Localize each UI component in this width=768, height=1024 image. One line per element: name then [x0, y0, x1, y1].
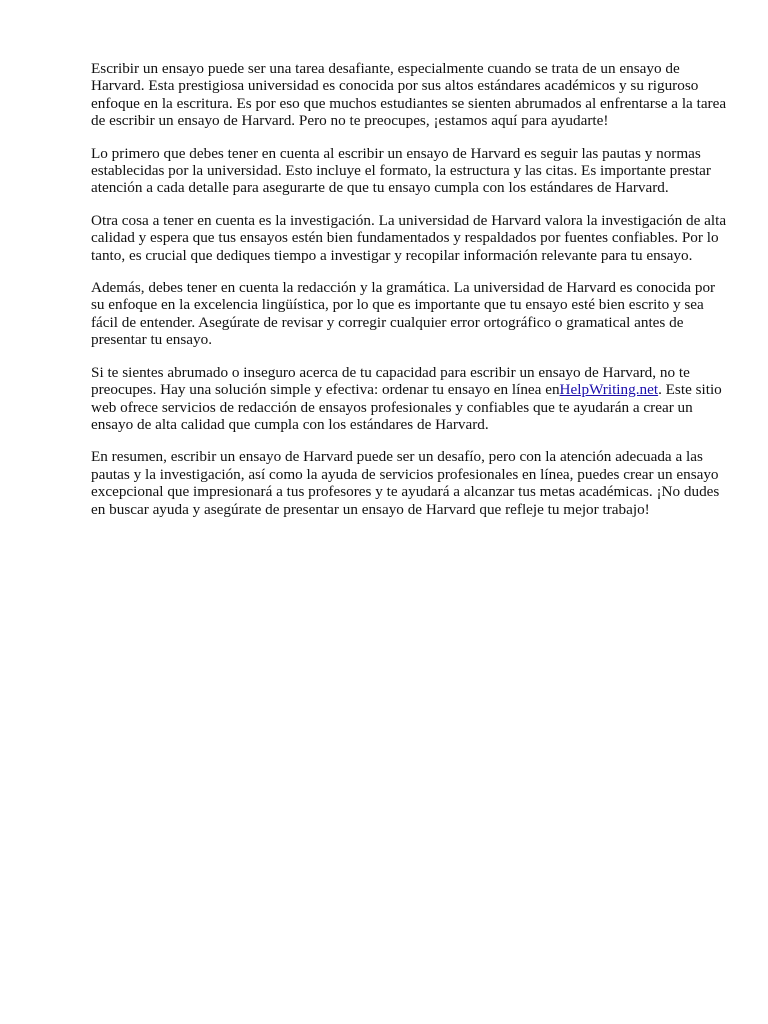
helpwriting-link[interactable]: HelpWriting.net [559, 381, 659, 399]
paragraph-intro: Escribir un ensayo puede ser una tarea desafiante, especialmente cuando se trata de un ensayo de Harvard. Esta prestigiosa universidad es conocida por sus altos estándares académicos y su riguroso enfoque en la escritura. Es por eso que muchos estudiantes se sienten abrumados al enfrentarse a la tarea de escribir un ensayo de Harvard. Pero no te preocupes, ¡estamos aquí para ayudarte! [91, 60, 727, 130]
paragraph-help-text-before: Si te sientes abrumado o inseguro acerca de tu capacidad para escribir un ensayo de Harvard, no te preocupes. Hay una solución simple y efectiva: ordenar tu ensayo en línea en [91, 363, 690, 399]
paragraph-research: Otra cosa a tener en cuenta es la investigación. La universidad de Harvard valora la investigación de alta calidad y espera que tus ensayos estén bien fundamentados y respaldados por fuentes confiables. Por lo tanto, es crucial que dediques tiempo a investigar y recopilar información relevante para tu ensayo. [91, 211, 727, 264]
paragraph-help [91, 364, 731, 434]
paragraph-conclusion: En resumen, escribir un ensayo de Harvard puede ser un desafío, pero con la atención adecuada a las pautas y la investigación, así como la ayuda de servicios profesionales en línea, puedes crear un ensayo excepcional que impresionará a tus profesores y te ayudará a alcanzar tus metas académicas. ¡No dudes en buscar ayuda y asegúrate de presentar un ensayo de Harvard que refleje tu mejor trabajo! [91, 448, 720, 518]
paragraph-grammar: Además, debes tener en cuenta la redacción y la gramática. La universidad de Harvard es conocida por su enfoque en la excelencia lingüística, por lo que es importante que tu ensayo esté bien escrito y sea fácil de entender. Asegúrate de revisar y corregir cualquier error ortográfico o gramatical antes de presentar tu ensayo. [91, 279, 716, 349]
paragraph-guidelines: Lo primero que debes tener en cuenta al escribir un ensayo de Harvard es seguir las pautas y normas establecidas por la universidad. Esto incluye el formato, la estructura y las citas. Es importante prestar atención a cada detalle para asegurarte de que tu ensayo cumpla con los estándares de Harvard. [91, 144, 711, 197]
paragraph-help-text-after: . Este sitio web ofrece servicios de redacción de ensayos profesionales y confiables que te ayudarán a crear un ensayo de alta calidad que cumpla con los estándares de Harvard. [91, 381, 722, 433]
document-body [91, 60, 731, 533]
